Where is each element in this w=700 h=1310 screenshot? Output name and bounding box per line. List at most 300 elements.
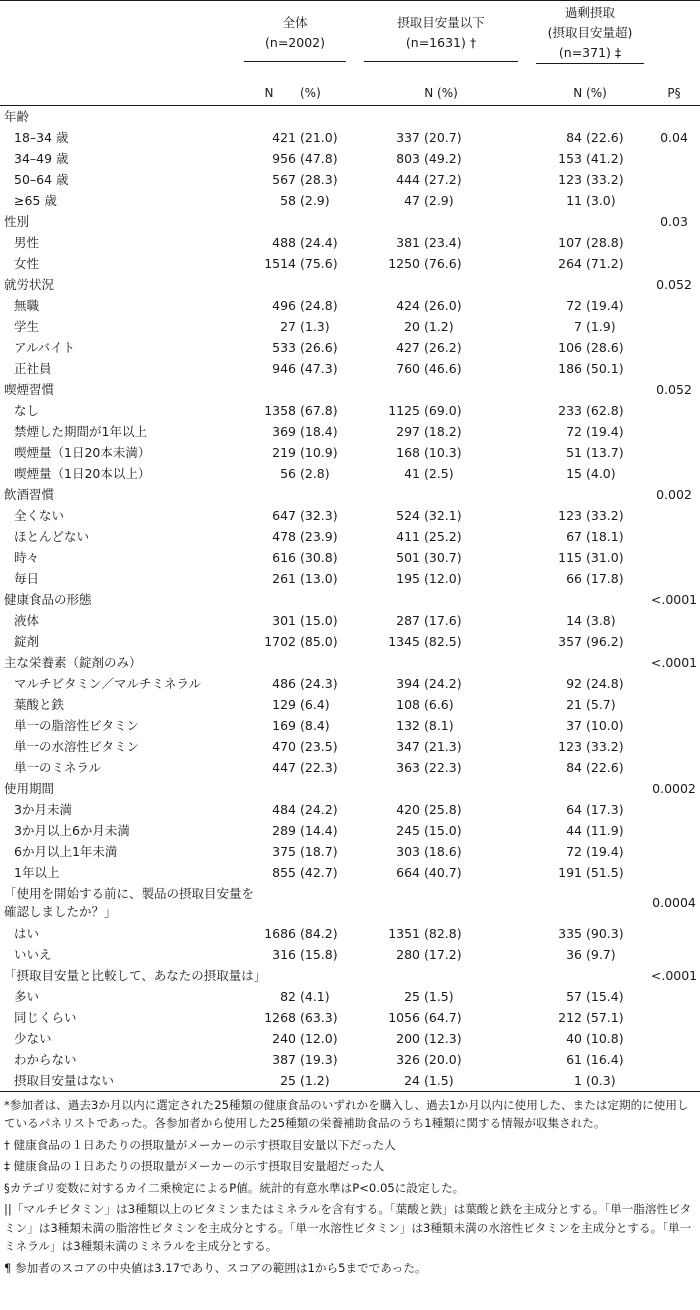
row-p-value <box>648 820 700 841</box>
table-row <box>0 547 700 568</box>
subheader-total-pct: (%) <box>298 81 350 105</box>
total-n: 25 <box>240 1070 298 1092</box>
footnote: *参加者は、過去3か月以内に選定された25種類の健康食品のいずれかを購入し、過去1か月以内に使用した、または定期的に使用しているパネリストであった。各参加者から使用した25種類の栄養補助食品のうち1種類に関する情報が収集された。 <box>4 1097 689 1130</box>
total-n: 82 <box>280 988 296 1004</box>
section-row <box>0 379 700 400</box>
table-row <box>0 442 700 463</box>
section-p-value: 0.03 <box>660 213 688 229</box>
below-pct: (17.6) <box>424 612 462 628</box>
total-pct: (2.8) <box>300 465 330 481</box>
over-pct: (50.1) <box>586 360 624 376</box>
over-n: 7 <box>574 318 582 334</box>
over-pct: (22.6) <box>586 759 624 775</box>
below-pct: (20.0) <box>424 1051 462 1067</box>
total-n: 470 <box>272 738 296 754</box>
over-n: 115 <box>558 549 582 565</box>
row-p-value <box>648 232 700 253</box>
below-pct: (25.2) <box>424 528 462 544</box>
row-label: アルバイト <box>14 340 76 355</box>
over-pct: (24.8) <box>586 675 624 691</box>
below-n: 803 <box>396 150 420 166</box>
header-over-rule <box>536 63 644 64</box>
total-n: 647 <box>272 507 296 523</box>
total-pct: (15.8) <box>300 946 338 962</box>
table-row <box>0 1007 700 1028</box>
section-p-value: 0.002 <box>656 486 692 502</box>
over-n: 92 <box>566 675 582 691</box>
below-pct: (8.1) <box>424 717 454 733</box>
table-row <box>0 253 700 274</box>
total-pct: (22.3) <box>300 759 338 775</box>
below-pct: (32.1) <box>424 507 462 523</box>
row-p-value <box>648 358 700 379</box>
total-n: 956 <box>272 150 296 166</box>
below-pct: (15.0) <box>424 822 462 838</box>
table-row <box>0 526 700 547</box>
row-p-value <box>648 400 700 421</box>
below-n: 760 <box>396 360 420 376</box>
over-n: 123 <box>558 507 582 523</box>
total-n: 486 <box>272 675 296 691</box>
header-below-count: (n=1631) † <box>405 35 477 50</box>
total-n: 369 <box>272 423 296 439</box>
table-row <box>0 715 700 736</box>
over-n: 107 <box>558 234 582 250</box>
row-p-value <box>648 421 700 442</box>
below-n: 424 <box>396 297 420 313</box>
row-label: 錠剤 <box>14 634 40 649</box>
below-pct: (18.2) <box>424 423 462 439</box>
below-n: 297 <box>396 423 420 439</box>
over-n: 14 <box>566 612 582 628</box>
row-label: 多い <box>14 989 40 1004</box>
below-pct: (25.8) <box>424 801 462 817</box>
table-row <box>0 944 700 965</box>
below-pct: (64.7) <box>424 1009 462 1025</box>
over-pct: (33.2) <box>586 738 624 754</box>
total-pct: (12.0) <box>300 1030 338 1046</box>
section-title-line: 「使用を開始する前に、製品の摂取目安量を <box>4 885 255 901</box>
section-title-line: 確認しましたか？」 <box>4 903 117 919</box>
row-label: 6か月以上1年未満 <box>14 844 118 859</box>
section-title: 使用期間 <box>4 781 55 796</box>
table-row <box>0 736 700 757</box>
row-label: ≥65 歳 <box>14 193 57 208</box>
below-n: 1056 <box>388 1009 420 1025</box>
total-n: 58 <box>280 192 296 208</box>
table-row <box>0 169 700 190</box>
row-label: 全くない <box>14 508 65 523</box>
total-n: 289 <box>272 822 296 838</box>
over-n: 61 <box>566 1051 582 1067</box>
footnote: §カテゴリ変数に対するカイ二乗検定によるP値。統計的有意水準はP<0.05に設定した。 <box>4 1180 465 1195</box>
header-total-rule <box>244 61 346 62</box>
over-pct: (3.0) <box>586 192 616 208</box>
over-n: 84 <box>566 759 582 775</box>
total-pct: (19.3) <box>300 1051 338 1067</box>
total-n: 240 <box>272 1030 296 1046</box>
row-p-value <box>648 944 700 965</box>
over-pct: (90.3) <box>586 925 624 941</box>
total-n: 219 <box>272 444 296 460</box>
over-pct: (28.8) <box>586 234 624 250</box>
row-label: 禁煙した期間が1年以上 <box>14 424 147 439</box>
table-row <box>0 631 700 652</box>
below-pct: (2.5) <box>424 465 454 481</box>
over-n: 51 <box>566 444 582 460</box>
total-pct: (24.3) <box>300 675 338 691</box>
table-row <box>0 463 700 484</box>
total-n: 855 <box>272 864 296 880</box>
row-p-value <box>648 862 700 883</box>
total-n: 1702 <box>264 633 296 649</box>
total-pct: (13.0) <box>300 570 338 586</box>
over-pct: (57.1) <box>586 1009 624 1025</box>
total-pct: (28.3) <box>300 171 338 187</box>
below-pct: (82.8) <box>424 925 462 941</box>
row-p-value <box>648 736 700 757</box>
below-n: 501 <box>396 549 420 565</box>
section-row <box>0 211 700 232</box>
over-n: 67 <box>566 528 582 544</box>
total-n: 129 <box>272 696 296 712</box>
header-over-subtitle: (摂取目安量超) <box>547 25 633 40</box>
row-label: 女性 <box>14 256 40 271</box>
table-row <box>0 1049 700 1070</box>
total-pct: (23.5) <box>300 738 338 754</box>
row-p-value <box>648 631 700 652</box>
row-p-value <box>648 1049 700 1070</box>
below-n: 363 <box>396 759 420 775</box>
below-pct: (26.2) <box>424 339 462 355</box>
section-row <box>0 652 700 673</box>
over-pct: (41.2) <box>586 150 624 166</box>
row-p-value <box>648 1070 700 1092</box>
row-label: 50–64 歳 <box>14 172 69 187</box>
header-total-title: 全体 <box>282 15 308 30</box>
total-pct: (14.4) <box>300 822 338 838</box>
section-p-value <box>648 105 700 127</box>
table-row <box>0 190 700 211</box>
table-row <box>0 127 700 148</box>
below-n: 427 <box>396 339 420 355</box>
table-row <box>0 400 700 421</box>
below-pct: (12.3) <box>424 1030 462 1046</box>
below-n: 132 <box>396 717 420 733</box>
row-label: 男性 <box>14 235 40 250</box>
over-pct: (96.2) <box>586 633 624 649</box>
over-pct: (15.4) <box>586 988 624 1004</box>
total-n: 1268 <box>264 1009 296 1025</box>
total-n: 478 <box>272 528 296 544</box>
below-pct: (24.2) <box>424 675 462 691</box>
over-n: 57 <box>566 988 582 1004</box>
over-n: 233 <box>558 402 582 418</box>
over-n: 264 <box>558 255 582 271</box>
below-pct: (17.2) <box>424 946 462 962</box>
over-pct: (4.0) <box>586 465 616 481</box>
below-n: 1345 <box>388 633 420 649</box>
row-label: ほとんどない <box>14 529 90 544</box>
footnote: ¶ 参加者のスコアの中央値は3.17であり、スコアの範囲は1から5までであった。 <box>4 1260 427 1275</box>
row-label: 正社員 <box>14 361 52 376</box>
row-label: 液体 <box>14 613 40 628</box>
row-label: 3か月以上6か月未満 <box>14 823 130 838</box>
table-row <box>0 820 700 841</box>
over-pct: (51.5) <box>586 864 624 880</box>
section-row <box>0 778 700 799</box>
row-p-value <box>648 841 700 862</box>
row-p-value: 0.04 <box>660 129 688 145</box>
table-row <box>0 673 700 694</box>
row-label: わからない <box>14 1052 77 1067</box>
below-pct: (21.3) <box>424 738 462 754</box>
below-pct: (30.7) <box>424 549 462 565</box>
row-p-value <box>648 505 700 526</box>
section-p-value: <.0001 <box>650 967 698 983</box>
row-p-value <box>648 1007 700 1028</box>
over-n: 123 <box>558 738 582 754</box>
row-label: 葉酸と鉄 <box>14 697 65 712</box>
table-row <box>0 295 700 316</box>
below-n: 200 <box>396 1030 420 1046</box>
over-pct: (71.2) <box>586 255 624 271</box>
over-n: 44 <box>566 822 582 838</box>
table-row <box>0 610 700 631</box>
total-pct: (8.4) <box>300 717 330 733</box>
below-pct: (22.3) <box>424 759 462 775</box>
table-row <box>0 694 700 715</box>
table-row <box>0 841 700 862</box>
below-pct: (69.0) <box>424 402 462 418</box>
row-label: 1年以上 <box>14 865 60 880</box>
row-p-value <box>648 316 700 337</box>
total-n: 567 <box>272 171 296 187</box>
total-n: 261 <box>272 570 296 586</box>
header-over-count: (n=371) ‡ <box>558 45 622 60</box>
total-pct: (1.3) <box>300 318 330 334</box>
over-n: 72 <box>566 423 582 439</box>
total-pct: (47.3) <box>300 360 338 376</box>
footnote: ‡ 健康食品の１日あたりの摂取量がメーカーの示す摂取目安量超だった人 <box>4 1159 385 1173</box>
section-title: 飲酒習慣 <box>4 487 55 502</box>
total-pct: (18.4) <box>300 423 338 439</box>
table-row <box>0 232 700 253</box>
section-p-value: <.0001 <box>650 591 698 607</box>
footnote: † 健康食品の１日あたりの摂取量がメーカーの示す摂取目安量以下だった人 <box>4 1137 396 1152</box>
below-n: 280 <box>396 946 420 962</box>
below-n: 444 <box>396 171 420 187</box>
over-pct: (18.1) <box>586 528 624 544</box>
total-pct: (24.2) <box>300 801 338 817</box>
section-p-value: 0.052 <box>656 381 692 397</box>
over-n: 191 <box>558 864 582 880</box>
subheader-below-npct: N (%) <box>350 81 532 105</box>
row-label: 18–34 歳 <box>14 130 69 145</box>
row-label: 喫煙量（1日20本未満） <box>14 445 151 460</box>
below-pct: (49.2) <box>424 150 462 166</box>
over-n: 335 <box>558 925 582 941</box>
subheader-p: P§ <box>648 81 700 105</box>
total-n: 27 <box>280 318 296 334</box>
below-pct: (6.6) <box>424 696 454 712</box>
total-n: 496 <box>272 297 296 313</box>
section-p-value: 0.0002 <box>652 780 696 796</box>
row-label: 単一の水溶性ビタミン <box>14 739 140 754</box>
below-pct: (1.5) <box>422 1070 532 1092</box>
below-n: 394 <box>396 675 420 691</box>
table-body <box>0 105 700 1091</box>
below-pct: (46.6) <box>424 360 462 376</box>
total-pct: (21.0) <box>300 129 338 145</box>
section-p-value: <.0001 <box>650 654 698 670</box>
section-title: 健康食品の形態 <box>4 592 92 607</box>
below-n: 664 <box>396 864 420 880</box>
row-label: 34–49 歳 <box>14 151 69 166</box>
below-n: 381 <box>396 234 420 250</box>
over-pct: (17.3) <box>586 801 624 817</box>
section-title: 就労状況 <box>4 277 55 292</box>
below-n: 108 <box>396 696 420 712</box>
row-p-value <box>648 799 700 820</box>
row-p-value <box>648 923 700 944</box>
over-n: 72 <box>566 297 582 313</box>
total-pct: (6.4) <box>300 696 330 712</box>
total-n: 533 <box>272 339 296 355</box>
row-p-value <box>648 1028 700 1049</box>
header-total-count: (n=2002) <box>265 35 325 50</box>
over-pct: (10.8) <box>586 1030 624 1046</box>
section-p-value: 0.0004 <box>652 894 696 910</box>
section-title: 「摂取目安量と比較して、あなたの摂取量は」 <box>4 968 267 983</box>
row-p-value <box>648 253 700 274</box>
header-below-title: 摂取目安量以下 <box>397 15 485 30</box>
over-n: 64 <box>566 801 582 817</box>
total-pct: (4.1) <box>300 988 330 1004</box>
total-pct: (24.4) <box>300 234 338 250</box>
over-pct: (28.6) <box>586 339 624 355</box>
below-n: 420 <box>396 801 420 817</box>
section-title: 主な栄養素（錠剤のみ） <box>4 655 142 670</box>
row-label: 3か月未満 <box>14 802 72 817</box>
over-pct: (16.4) <box>586 1051 624 1067</box>
total-n: 1514 <box>264 255 296 271</box>
table-row <box>0 337 700 358</box>
table-row <box>0 799 700 820</box>
below-n: 41 <box>404 465 420 481</box>
over-pct: (19.4) <box>586 423 624 439</box>
table-row <box>0 1028 700 1049</box>
over-pct: (10.0) <box>586 717 624 733</box>
over-n: 40 <box>566 1030 582 1046</box>
header-over-title: 過剰摂取 <box>565 5 616 20</box>
below-pct: (40.7) <box>424 864 462 880</box>
total-n: 1686 <box>264 925 296 941</box>
below-pct: (12.0) <box>424 570 462 586</box>
over-pct: (9.7) <box>586 946 616 962</box>
below-pct: (76.6) <box>424 255 462 271</box>
row-p-value <box>648 295 700 316</box>
below-n: 1125 <box>388 402 420 418</box>
below-pct: (1.5) <box>424 988 454 1004</box>
total-n: 375 <box>272 843 296 859</box>
row-label: 毎日 <box>14 571 40 586</box>
table-row <box>0 358 700 379</box>
header-over <box>532 1 648 82</box>
below-pct: (18.6) <box>424 843 462 859</box>
header-p-blank <box>648 1 700 82</box>
row-label: 学生 <box>14 319 40 334</box>
table-row <box>0 986 700 1007</box>
header-blank <box>0 1 240 82</box>
over-n: 66 <box>566 570 582 586</box>
row-p-value <box>648 148 700 169</box>
over-pct: (33.2) <box>586 171 624 187</box>
below-n: 168 <box>396 444 420 460</box>
over-n: 36 <box>566 946 582 962</box>
section-title <box>0 883 648 923</box>
over-n: 72 <box>566 843 582 859</box>
below-n: 1250 <box>388 255 420 271</box>
row-p-value <box>648 442 700 463</box>
table-row <box>0 862 700 883</box>
total-n: 387 <box>272 1051 296 1067</box>
header-below-rule <box>364 61 518 62</box>
over-n: 11 <box>566 192 582 208</box>
over-n: 357 <box>558 633 582 649</box>
total-pct: (2.9) <box>300 192 330 208</box>
over-pct: (19.4) <box>586 297 624 313</box>
over-pct: (17.8) <box>586 570 624 586</box>
row-label: はい <box>14 926 40 941</box>
total-n: 946 <box>272 360 296 376</box>
over-pct: (1.9) <box>586 318 616 334</box>
over-pct: (19.4) <box>586 843 624 859</box>
table-row <box>0 568 700 589</box>
below-pct: (1.2) <box>424 318 454 334</box>
row-p-value <box>648 610 700 631</box>
subheader-total-n: N <box>240 81 298 105</box>
total-pct: (26.6) <box>300 339 338 355</box>
total-pct: (1.2) <box>298 1070 350 1092</box>
below-pct: (23.4) <box>424 234 462 250</box>
row-label: 少ない <box>14 1031 52 1046</box>
over-pct: (13.7) <box>586 444 624 460</box>
below-n: 47 <box>404 192 420 208</box>
section-row <box>0 274 700 295</box>
table-row <box>0 923 700 944</box>
header-below <box>350 1 532 82</box>
section-row <box>0 105 700 127</box>
below-pct: (2.9) <box>424 192 454 208</box>
row-p-value <box>648 337 700 358</box>
section-title: 性別 <box>4 214 30 229</box>
row-label: マルチビタミン／マルチミネラル <box>14 676 202 691</box>
over-pct: (0.3) <box>584 1070 648 1092</box>
total-pct: (67.8) <box>300 402 338 418</box>
over-n: 212 <box>558 1009 582 1025</box>
row-label: 喫煙量（1日20本以上） <box>14 466 151 481</box>
total-pct: (75.6) <box>300 255 338 271</box>
row-p-value <box>648 757 700 778</box>
below-n: 1351 <box>388 925 420 941</box>
section-row <box>0 965 700 986</box>
row-p-value <box>648 986 700 1007</box>
total-pct: (18.7) <box>300 843 338 859</box>
total-n: 447 <box>272 759 296 775</box>
row-label: 摂取目安量はない <box>0 1070 240 1092</box>
below-n: 347 <box>396 738 420 754</box>
